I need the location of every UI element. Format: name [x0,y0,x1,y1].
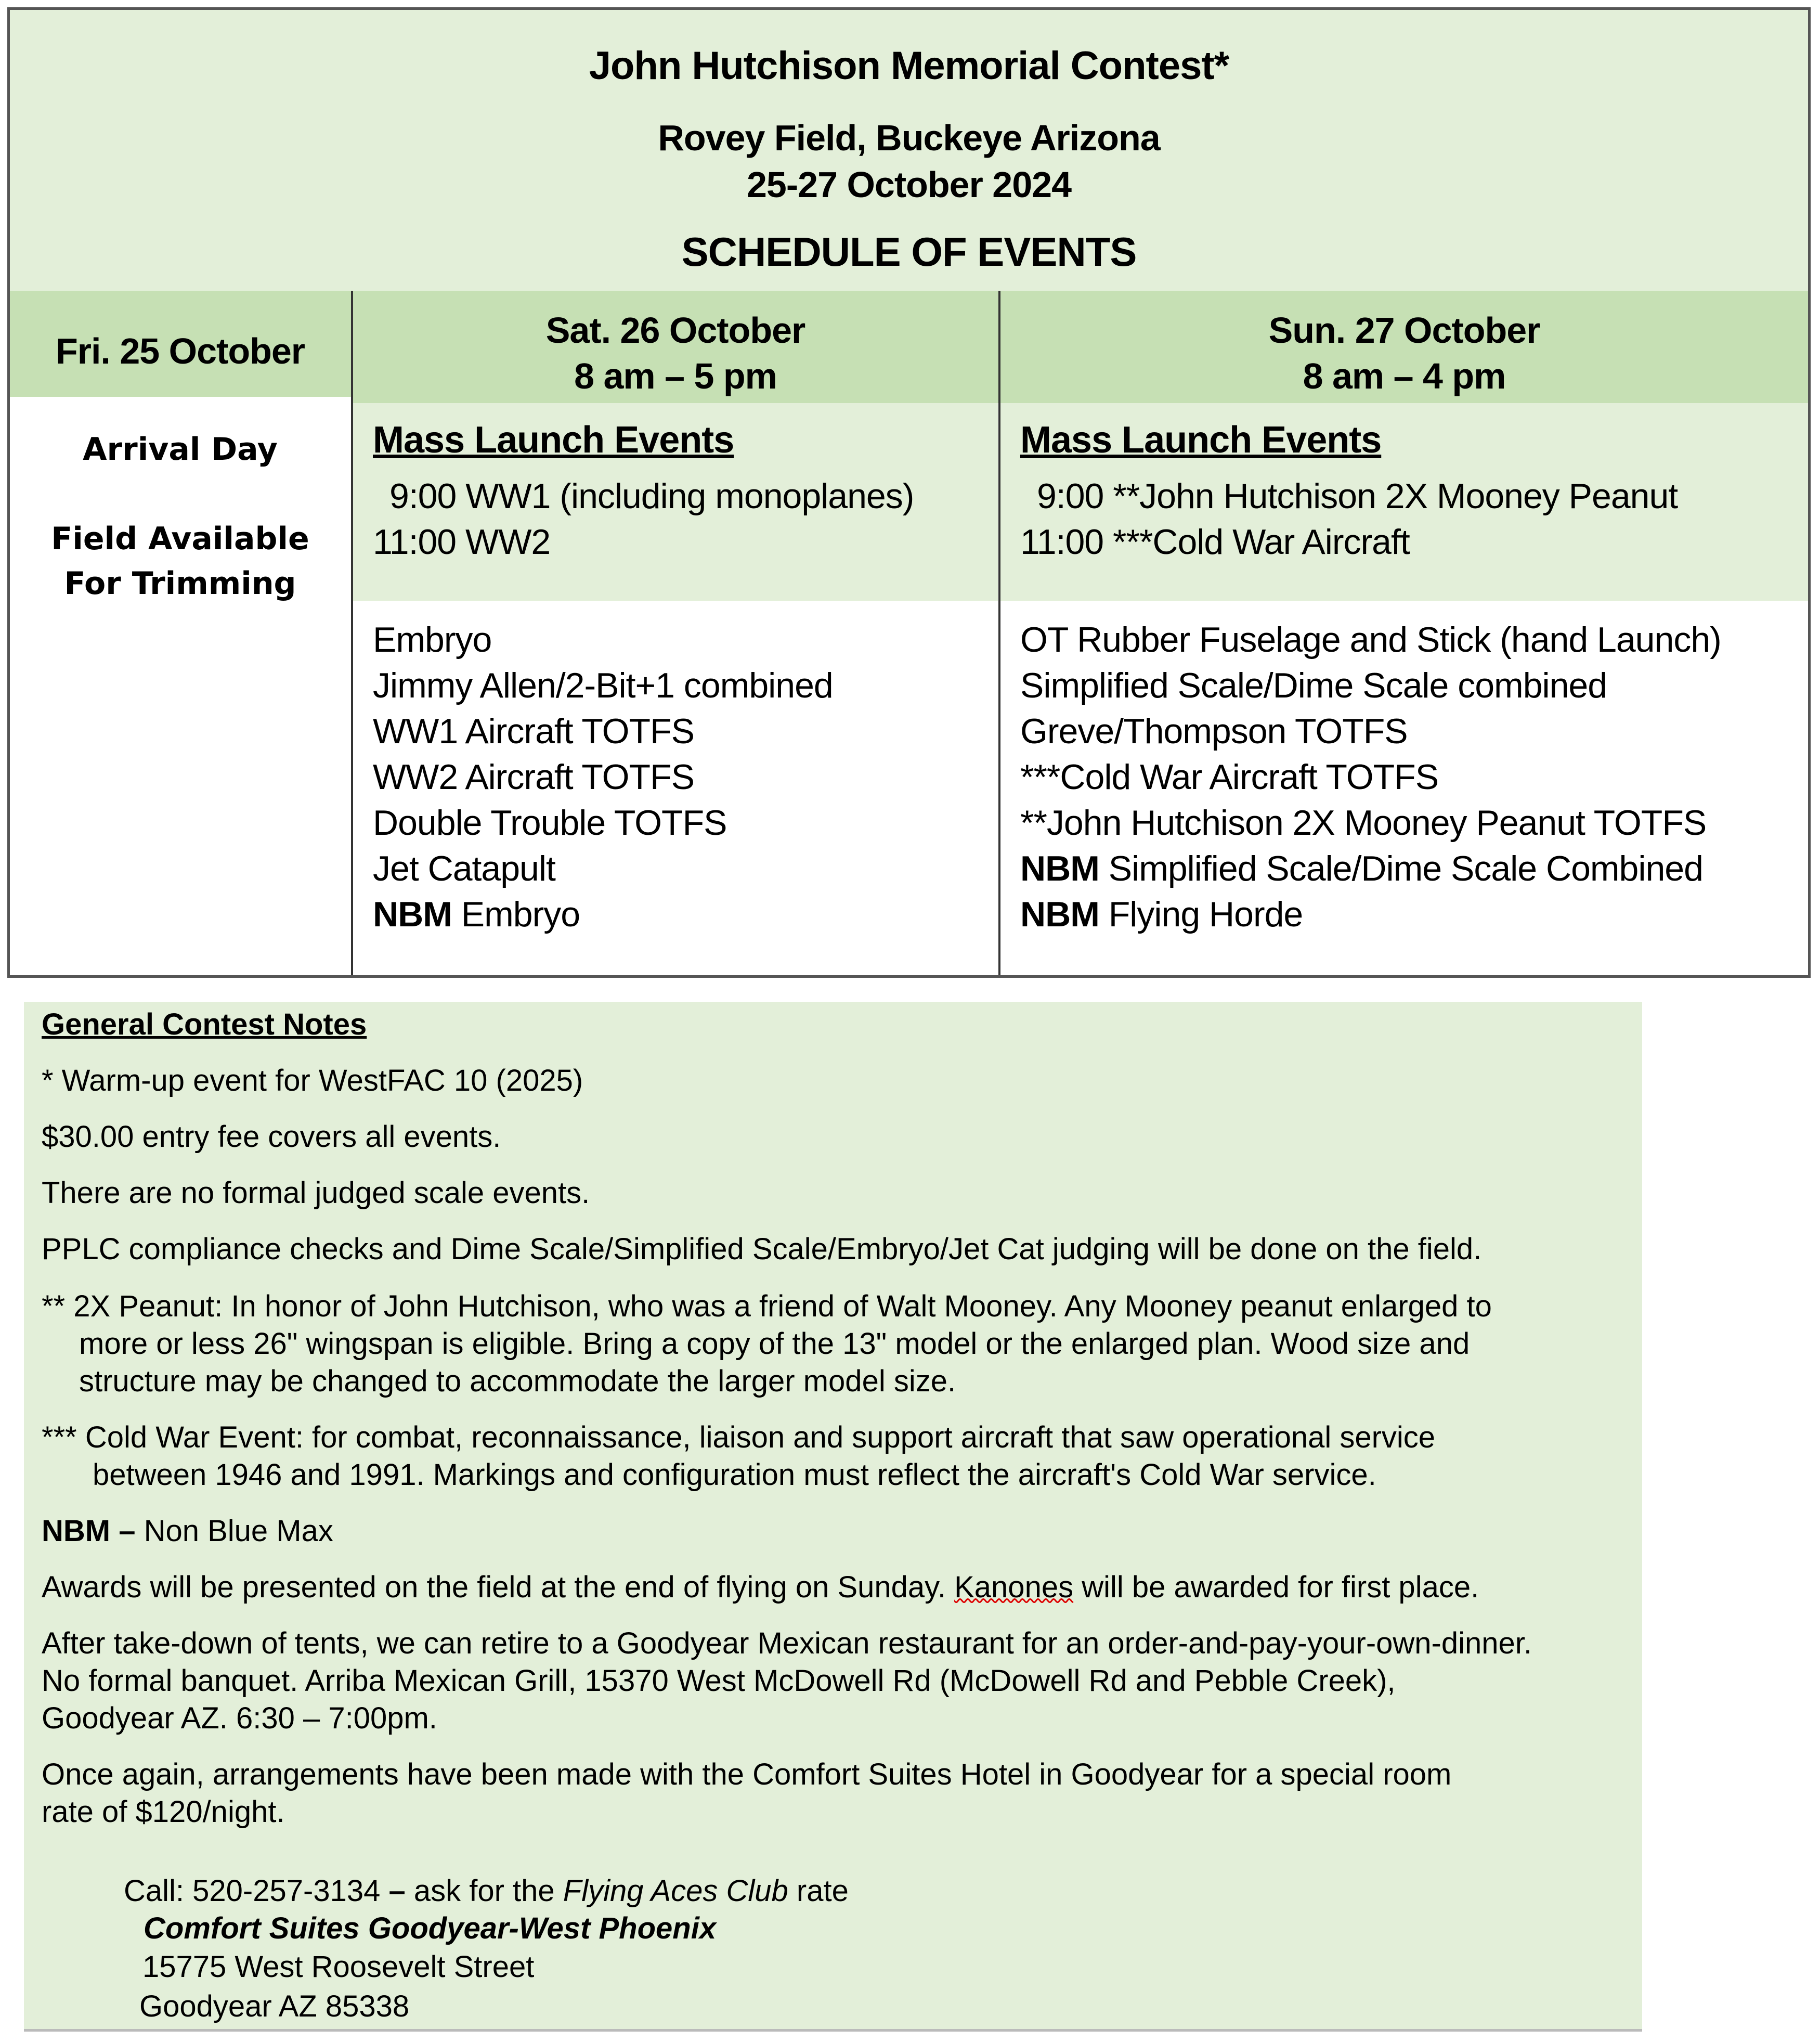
note-hotel-2: rate of $120/night. [42,1795,285,1829]
column-divider [998,291,1000,975]
note-fee: $30.00 entry fee covers all events. [42,1120,501,1154]
flying-aces-club: Flying Aces Club [563,1874,788,1908]
call-dash: – [388,1874,406,1908]
general-notes [24,1002,1642,2032]
day-header-sat [353,291,998,403]
note-peanut-3: structure may be changed to accommodate the larger model size. [79,1364,956,1398]
list-item [1020,894,1303,935]
day-header-fri [10,291,350,403]
sun-mass-heading: Mass Launch Events [1020,419,1382,461]
field-available-line2: For Trimming [64,565,296,602]
awards-text-1: Awards will be presented on the field at the end of flying on Sunday. [42,1570,955,1604]
note-pplc: PPLC compliance checks and Dime Scale/Simplified Scale/Embryo/Jet Cat judging will be done on the field. [42,1232,1482,1266]
contest-title: John Hutchison Memorial Contest* [589,44,1229,88]
sat-mass-1: 9:00 WW1 (including monoplanes) [389,476,914,516]
awards-text-2: will be awarded for first place. [1073,1570,1479,1604]
hotel-city: Goodyear AZ 85338 [139,1989,410,2023]
schedule-table [7,7,1811,978]
list-item [373,894,580,935]
list-item: Greve/Thompson TOTFS [1020,712,1408,751]
note-peanut-2: more or less 26" wingspan is eligible. Bring a copy of the 13" model or the enlarged plan. Wood size and [79,1327,1470,1361]
sat-mass-heading: Mass Launch Events [373,419,734,461]
list-item: Jet Catapult [373,849,555,888]
list-item: Double Trouble TOTFS [373,803,727,843]
list-item: ***Cold War Aircraft TOTFS [1020,757,1439,797]
fri-separator [10,397,351,403]
sat-mass-2: 11:00 WW2 [373,522,551,562]
schedule-title: SCHEDULE OF EVENTS [681,229,1137,275]
day-hours-sun: 8 am – 4 pm [1303,356,1506,396]
sun-events-list [1000,601,1808,975]
field-available-line1: Field Available [51,521,309,557]
friday-cell [10,403,350,975]
note-nbm [42,1514,333,1548]
nbm-prefix: NBM [1020,895,1099,934]
note-hotel-1: Once again, arrangements have been made with the Comfort Suites Hotel in Goodyear for a special room [42,1757,1452,1791]
arrival-day: Arrival Day [83,431,278,468]
call-text-2: ask for the [405,1874,563,1908]
note-call [124,1873,849,1908]
sat-mass-launch [353,403,998,601]
list-item [1020,848,1703,889]
list-item: OT Rubber Fuselage and Stick (hand Launch) [1020,620,1721,660]
notes-bottom-border [24,2029,1642,2032]
note-dinner-3: Goodyear AZ. 6:30 – 7:00pm. [42,1701,437,1735]
list-item: Jimmy Allen/2-Bit+1 combined [373,666,833,705]
day-label-fri: Fri. 25 October [55,331,305,371]
sat-events-list [353,601,998,975]
list-item: **John Hutchison 2X Mooney Peanut TOTFS [1020,803,1707,843]
nbm-prefix: NBM [373,895,452,934]
column-divider [351,291,353,975]
call-text-3: rate [788,1874,849,1908]
list-item: WW1 Aircraft TOTFS [373,712,694,751]
nbm-prefix: NBM [1020,849,1099,888]
call-text-1: Call: 520-257-3134 [124,1874,389,1908]
day-header-row [10,291,1808,403]
note-no-judged: There are no formal judged scale events. [42,1176,590,1210]
note-dinner-2: No formal banquet. Arriba Mexican Grill, 15370 West McDowell Rd (McDowell Rd and Pebble Creek), [42,1664,1396,1698]
kanones-word: Kanones [954,1570,1074,1604]
note-coldwar-1: *** Cold War Event: for combat, reconnaissance, liaison and support aircraft that saw operational service [42,1420,1436,1454]
contest-location: Rovey Field, Buckeye Arizona [658,118,1160,158]
note-dinner-1: After take-down of tents, we can retire to a Goodyear Mexican restaurant for an order-and-pay-your-own-dinner. [42,1626,1532,1660]
nbm-text: Non Blue Max [135,1514,333,1548]
notes-heading: General Contest Notes [42,1007,367,1041]
sun-mass-launch [1000,403,1808,601]
sun-mass-1: 9:00 **John Hutchison 2X Mooney Peanut [1037,476,1678,516]
note-awards [42,1570,1479,1605]
nbm-event-text: Embryo [451,895,580,934]
nbm-event-text: Flying Horde [1099,895,1303,934]
schedule-header [10,10,1808,291]
nbm-label: NBM – [42,1514,136,1548]
day-hours-sat: 8 am – 5 pm [574,356,777,396]
day-label-sun: Sun. 27 October [1268,310,1540,351]
note-warmup: * Warm-up event for WestFAC 10 (2025) [42,1064,583,1097]
contest-dates: 25-27 October 2024 [746,164,1072,205]
nbm-event-text: Simplified Scale/Dime Scale Combined [1099,849,1703,888]
day-label-sat: Sat. 26 October [545,310,805,351]
list-item: Embryo [373,620,492,660]
hotel-name: Comfort Suites Goodyear-West Phoenix [144,1911,717,1945]
list-item: Simplified Scale/Dime Scale combined [1020,666,1607,705]
list-item: WW2 Aircraft TOTFS [373,757,694,797]
sun-mass-2: 11:00 ***Cold War Aircraft [1020,522,1410,562]
note-peanut-1: ** 2X Peanut: In honor of John Hutchison, who was a friend of Walt Mooney. Any Mooney peanut enlarged to [42,1289,1492,1323]
hotel-street: 15775 West Roosevelt Street [142,1950,535,1984]
day-header-sun [1000,291,1808,403]
note-coldwar-2: between 1946 and 1991. Markings and configuration must reflect the aircraft's Cold War service. [93,1458,1376,1492]
